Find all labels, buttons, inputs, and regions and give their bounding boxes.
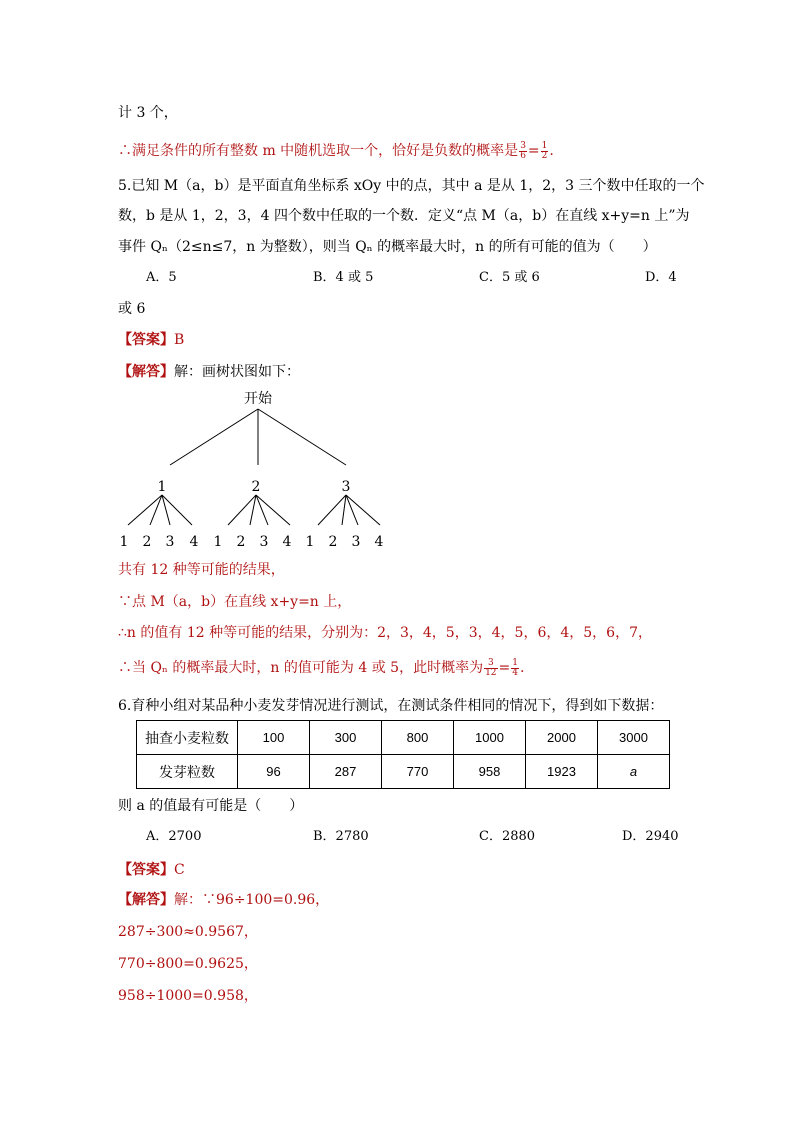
q6-option-d: D．2940 — [622, 829, 679, 844]
fraction: $\frac{1}{2}$ — [541, 140, 548, 161]
q6-solution-line-1: 【解答】解：∵96÷100=0.96， — [118, 892, 330, 908]
tree-leaf: 3 — [259, 534, 269, 550]
solution-tag: 【解答】 — [118, 892, 174, 908]
tree-node-a: 3 — [341, 479, 351, 495]
table-cell: 958 — [454, 755, 526, 789]
table-row — [137, 721, 670, 755]
tree-leaf: 3 — [351, 534, 361, 550]
tree-leaf: 2 — [142, 534, 152, 550]
table-cell: 100 — [238, 721, 310, 755]
table-row-label: 抽查小麦粒数 — [137, 721, 238, 755]
tree-leaf: 1 — [119, 534, 129, 550]
table-cell: 300 — [310, 721, 382, 755]
tree-leaf: 1 — [213, 534, 223, 550]
q6-solution-line-2: 287÷300≈0.9567， — [118, 924, 258, 940]
q5-answer — [118, 330, 184, 350]
table-cell: 2000 — [526, 721, 598, 755]
q6-option-a: A．2700 — [146, 829, 202, 844]
q6-solution-line-3: 770÷800=0.9625， — [118, 956, 258, 972]
table-cell: 287 — [310, 755, 382, 789]
tree-leaf: 2 — [236, 534, 246, 550]
table-row-label: 发芽粒数 — [137, 755, 238, 789]
q6-solution-line-4: 958÷1000=0.958， — [118, 988, 258, 1004]
fraction: $\frac{1}{4}$ — [512, 657, 518, 678]
q5-stem-line-2: 数，b 是从 1，2，3，4 四个数中任取的一个数．定义“点 M（a，b）在直线 x+y=n 上”为 — [118, 208, 690, 224]
tree-node-a: 1 — [157, 479, 167, 495]
fraction: $\frac{3}{12}$ — [485, 657, 497, 678]
q5-option-d: D．4 — [645, 270, 677, 285]
q6-option-b: B．2780 — [313, 829, 369, 844]
tree-diagram — [110, 385, 400, 555]
q5-solution-intro: 【解答】解：画树状图如下： — [118, 364, 300, 380]
prev-conclusion: ∴满足条件的所有整数 m 中随机选取一个，恰好是负数的概率是 $\frac{3}{6}$ = $\frac{1}{2}$ . — [118, 140, 554, 161]
table-cell: 1923 — [526, 755, 598, 789]
q5-solution-line-4: ∴当 Qₙ 的概率最大时，n 的值可能为 4 或 5，此时概率为 $\frac{3}{12}$ = $\frac{1}{4}$ . — [118, 657, 525, 678]
q5-option-a: A．5 — [146, 270, 177, 285]
q6-option-c: C．2880 — [479, 829, 536, 844]
tree-leaf: 4 — [282, 534, 292, 550]
table-cell: 800 — [382, 721, 454, 755]
answer-tag: 【答案】 — [118, 862, 174, 878]
germination-table — [136, 720, 670, 789]
table-cell: 3000 — [598, 721, 670, 755]
table-cell: 96 — [238, 755, 310, 789]
q5-solution-line-3: ∴n 的值有 12 种等可能的结果，分别为：2，3，4，5，3，4，5，6，4，5，6，7， — [118, 625, 652, 641]
q5-option-b: B．4 或 5 — [313, 270, 374, 285]
q5-solution-line-2: ∵点 M（a，b）在直线 x+y=n 上， — [118, 594, 352, 610]
tree-leaf: 1 — [305, 534, 315, 550]
q6-stem: 6.育种小组对某品种小麦发芽情况进行测试，在测试条件相同的情况下，得到如下数据： — [118, 698, 664, 714]
q5-solution-line-1: 共有 12 种等可能的结果， — [118, 562, 285, 578]
table-cell: a — [598, 755, 670, 789]
fraction: $\frac{3}{6}$ — [520, 140, 526, 161]
table-cell: 770 — [382, 755, 454, 789]
tree-root: 开始 — [244, 391, 272, 407]
tree-leaf: 3 — [165, 534, 175, 550]
answer-value: B — [174, 332, 185, 348]
q6-answer — [118, 860, 185, 880]
answer-tag: 【答案】 — [118, 332, 174, 348]
prev-line-1: 计 3 个， — [118, 105, 178, 121]
prev-conclusion-text: ∴满足条件的所有整数 m 中随机选取一个，恰好是负数的概率是 — [118, 143, 519, 159]
q6-question: 则 a 的值最有可能是（ ） — [118, 798, 304, 814]
answer-value: C — [174, 862, 185, 878]
tree-leaf: 4 — [189, 534, 199, 550]
tree-node-a: 2 — [251, 479, 261, 495]
tree-leaf: 4 — [374, 534, 384, 550]
table-cell: 1000 — [454, 721, 526, 755]
q5-stem-line-1: 5.已知 M（a，b）是平面直角坐标系 xOy 中的点，其中 a 是从 1，2，3 三个数中任取的一个 — [118, 178, 705, 194]
table-row — [137, 755, 670, 789]
solution-tag: 【解答】 — [118, 364, 174, 380]
tree-leaf: 2 — [328, 534, 338, 550]
q5-option-d-wrap: 或 6 — [118, 301, 146, 317]
q5-option-c: C．5 或 6 — [479, 270, 540, 285]
q5-stem-line-3: 事件 Qₙ（2≤n≤7，n 为整数），则当 Qₙ 的概率最大时，n 的所有可能的值为（ ） — [118, 239, 657, 255]
